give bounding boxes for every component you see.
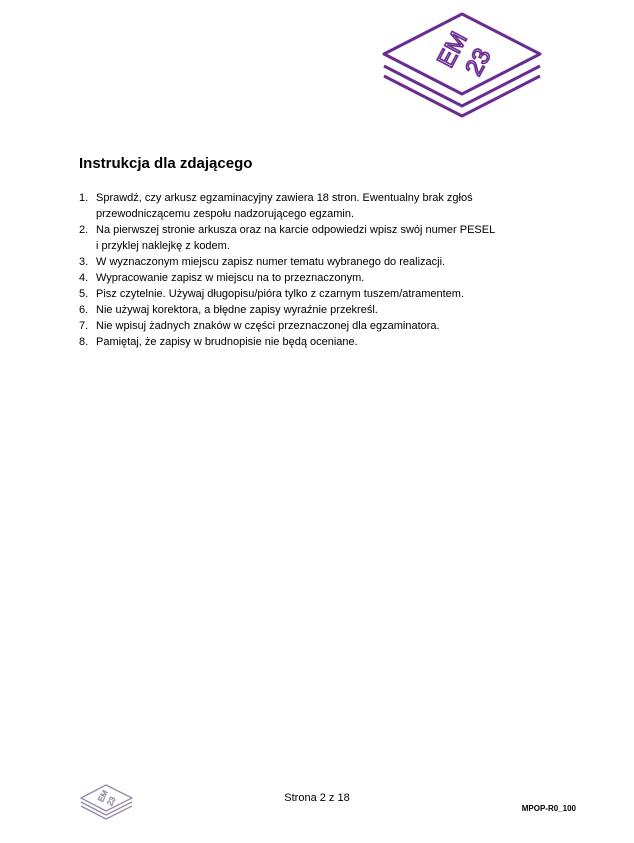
instruction-number: 4. [79,272,89,284]
page-heading: Instrukcja dla zdającego [79,155,253,172]
instruction-number: 2. [79,224,89,236]
instruction-text: Wypracowanie zapisz w miejscu na to przeznaczonym. [96,272,365,284]
instruction-text: Na pierwszej stronie arkusza oraz na karcie odpowiedzi wpisz swój numer PESEL [96,224,496,236]
instruction-text: Pisz czytelnie. Używaj długopisu/pióra tylko z czarnym tuszem/atramentem. [96,288,465,300]
logo-text-em: EM [432,27,473,72]
instruction-item [79,286,559,302]
instruction-text: Pamiętaj, że zapisy w brudnopisie nie będą oceniane. [96,336,358,348]
instruction-text: przewodniczącemu zespołu nadzorującego egzamin. [96,208,355,220]
instruction-text: Sprawdź, czy arkusz egzaminacyjny zawiera 18 stron. Ewentualny brak zgłoś [96,192,473,204]
instruction-number: 7. [79,320,89,332]
logo-small-text-23: 23 [105,795,118,808]
instruction-number: 3. [79,256,89,268]
instruction-item [79,334,559,350]
instruction-number: 5. [79,288,89,300]
instruction-item [79,254,559,270]
instruction-item [79,302,559,318]
document-code: MPOP-R0_100 [521,804,576,813]
instruction-item [79,318,559,334]
instruction-text: i przyklej naklejkę z kodem. [96,240,230,252]
instruction-item [79,222,559,254]
instruction-item [79,270,559,286]
logo-small-text-em: EM [96,788,110,804]
instruction-item [79,190,559,222]
instruction-number: 8. [79,336,89,348]
logo-text-23: 23 [460,44,497,81]
em23-logo [378,10,544,126]
page-number: Strona 2 z 18 [284,792,350,804]
instruction-text: W wyznaczonym miejscu zapisz numer tematu wybranego do realizacji. [96,256,446,268]
instructions-list [79,190,559,350]
instruction-number: 1. [79,192,89,204]
instruction-number: 6. [79,304,89,316]
instruction-text: Nie używaj korektora, a błędne zapisy wyraźnie przekreśl. [96,304,378,316]
instruction-text: Nie wpisuj żadnych znaków w części przeznaczonej dla egzaminatora. [96,320,440,332]
